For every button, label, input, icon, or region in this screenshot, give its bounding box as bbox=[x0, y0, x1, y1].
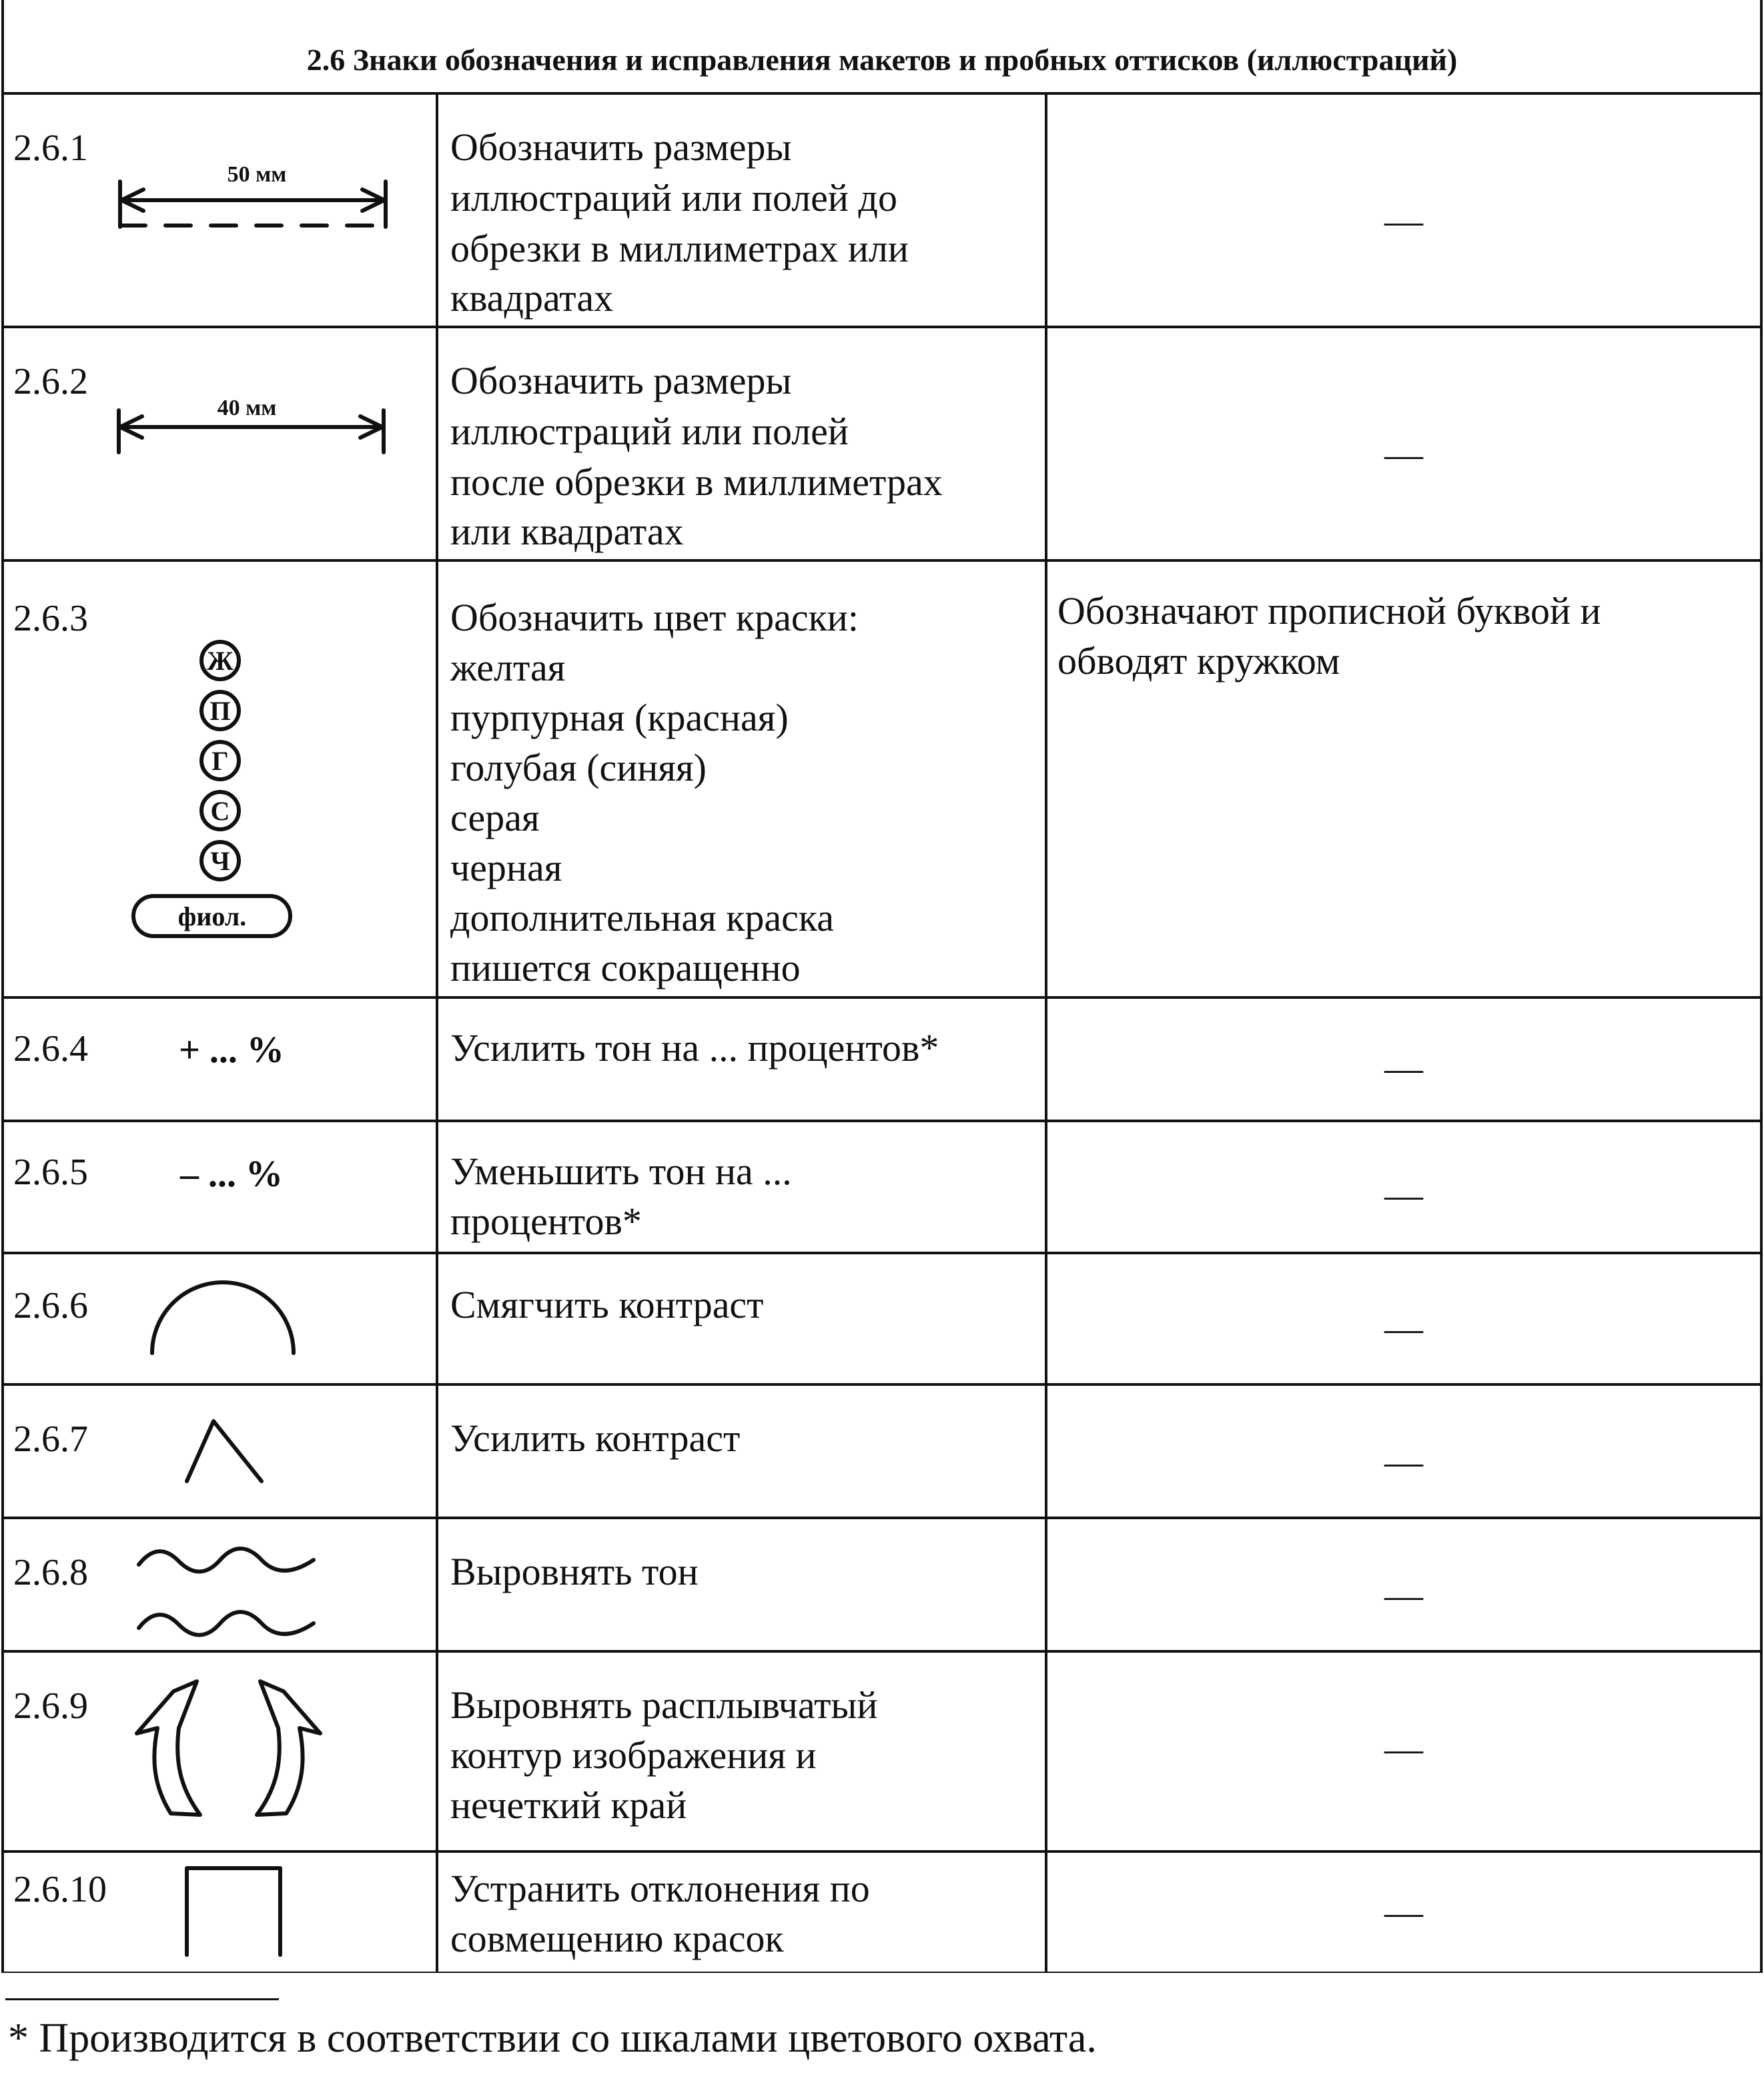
row-note: — bbox=[1384, 432, 1423, 476]
description-line: нечеткий край bbox=[450, 1783, 687, 1827]
description-line: Уменьшить тон на ... bbox=[450, 1150, 792, 1193]
row-note: — bbox=[1384, 1440, 1423, 1483]
row-note: — bbox=[1384, 1727, 1423, 1770]
circled-letter: Ч bbox=[210, 846, 230, 876]
row-description bbox=[450, 1683, 887, 1827]
footnote: * Производится в соответствии со шкалами цветового охвата. bbox=[8, 2016, 1097, 2061]
row-note: — bbox=[1384, 1173, 1423, 1216]
curved-arrows-icon bbox=[137, 1681, 320, 1815]
row-note: — bbox=[1384, 1890, 1423, 1934]
symbol-increase-tone: + ... % bbox=[179, 1029, 284, 1071]
description-line: Смягчить контраст bbox=[450, 1283, 764, 1326]
description-line: квадратах bbox=[450, 276, 614, 320]
section-title: 2.6 Знаки обозначения и исправления макетов и пробных оттисков (иллюстраций) bbox=[306, 43, 1458, 77]
row-numbers bbox=[13, 127, 107, 1910]
symbol-dimension-after-trim bbox=[119, 396, 384, 452]
description-line: голубая (синяя) bbox=[450, 746, 707, 789]
row-number: 2.6.10 bbox=[13, 1869, 107, 1910]
symbol-dimension-before-trim bbox=[120, 162, 387, 227]
description-line: контур изображения и bbox=[450, 1733, 817, 1777]
dimension-label: 50 мм bbox=[227, 162, 287, 187]
circled-letter: С bbox=[210, 796, 230, 826]
row-description bbox=[450, 1867, 879, 1960]
description-line: иллюстраций или полей до bbox=[450, 176, 897, 220]
row-note bbox=[1057, 589, 1611, 683]
description-line: или квадратах bbox=[450, 510, 684, 553]
description-line: черная bbox=[450, 846, 562, 889]
row-description bbox=[450, 359, 952, 553]
description-line: дополнительная краска bbox=[450, 896, 834, 939]
arc-icon bbox=[152, 1282, 294, 1353]
note-line: Обозначают прописной буквой и bbox=[1057, 589, 1601, 633]
description-line: Усилить тон на ... процентов* bbox=[450, 1026, 939, 1070]
row-description bbox=[450, 1416, 740, 1460]
circled-letter: Г bbox=[211, 746, 229, 776]
description-line: пурпурная (красная) bbox=[450, 696, 789, 739]
row-description bbox=[450, 596, 868, 989]
row-note: — bbox=[1384, 1046, 1423, 1090]
row-number: 2.6.1 bbox=[13, 127, 88, 169]
footnote-rule bbox=[5, 1998, 279, 2000]
circled-letter: фиол. bbox=[177, 901, 247, 931]
description-line: совмещению красок bbox=[450, 1917, 784, 1960]
circled-letter: П bbox=[209, 696, 231, 726]
symbol-decrease-tone: – ... % bbox=[180, 1154, 283, 1195]
row-number: 2.6.8 bbox=[13, 1552, 88, 1593]
double-wave-icon bbox=[139, 1549, 314, 1635]
bracket-icon bbox=[187, 1868, 280, 1955]
row-number: 2.6.5 bbox=[13, 1152, 88, 1193]
description-line: процентов* bbox=[450, 1200, 642, 1243]
row-note: — bbox=[1384, 199, 1423, 242]
description-line: Устранить отклонения по bbox=[450, 1867, 870, 1910]
symbol-color-circles bbox=[133, 642, 290, 936]
note-line: обводят кружком bbox=[1057, 639, 1340, 683]
row-description bbox=[450, 1283, 764, 1326]
description-line: Обозначить размеры bbox=[450, 125, 792, 169]
description-line: после обрезки в миллиметрах bbox=[450, 460, 943, 504]
row-number: 2.6.2 bbox=[13, 361, 88, 402]
row-description bbox=[450, 1550, 699, 1593]
row-note: — bbox=[1384, 1573, 1423, 1617]
row-description bbox=[450, 1026, 939, 1070]
row-number: 2.6.9 bbox=[13, 1685, 88, 1727]
row-note: — bbox=[1384, 1306, 1423, 1350]
description-line: обрезки в миллиметрах или bbox=[450, 227, 909, 270]
description-line: серая bbox=[450, 796, 540, 839]
table-grid bbox=[3, 0, 1761, 1973]
row-number: 2.6.7 bbox=[13, 1418, 88, 1460]
description-line: иллюстраций или полей bbox=[450, 410, 849, 453]
description-line: желтая bbox=[450, 646, 566, 689]
row-description bbox=[450, 125, 918, 320]
row-number: 2.6.3 bbox=[13, 598, 88, 639]
row-number: 2.6.4 bbox=[13, 1028, 88, 1070]
circled-letter: Ж bbox=[207, 646, 234, 676]
description-line: Обозначить размеры bbox=[450, 359, 792, 402]
description-line: Обозначить цвет краски: bbox=[450, 596, 859, 639]
description-line: Выровнять расплывчатый bbox=[450, 1683, 878, 1727]
row-number: 2.6.6 bbox=[13, 1285, 88, 1326]
row-description bbox=[450, 1150, 801, 1243]
caret-icon bbox=[187, 1421, 262, 1481]
description-line: Усилить контраст bbox=[450, 1416, 741, 1460]
description-line: пишется сокращенно bbox=[450, 946, 801, 989]
dimension-label: 40 мм bbox=[217, 396, 277, 420]
description-line: Выровнять тон bbox=[450, 1550, 699, 1593]
